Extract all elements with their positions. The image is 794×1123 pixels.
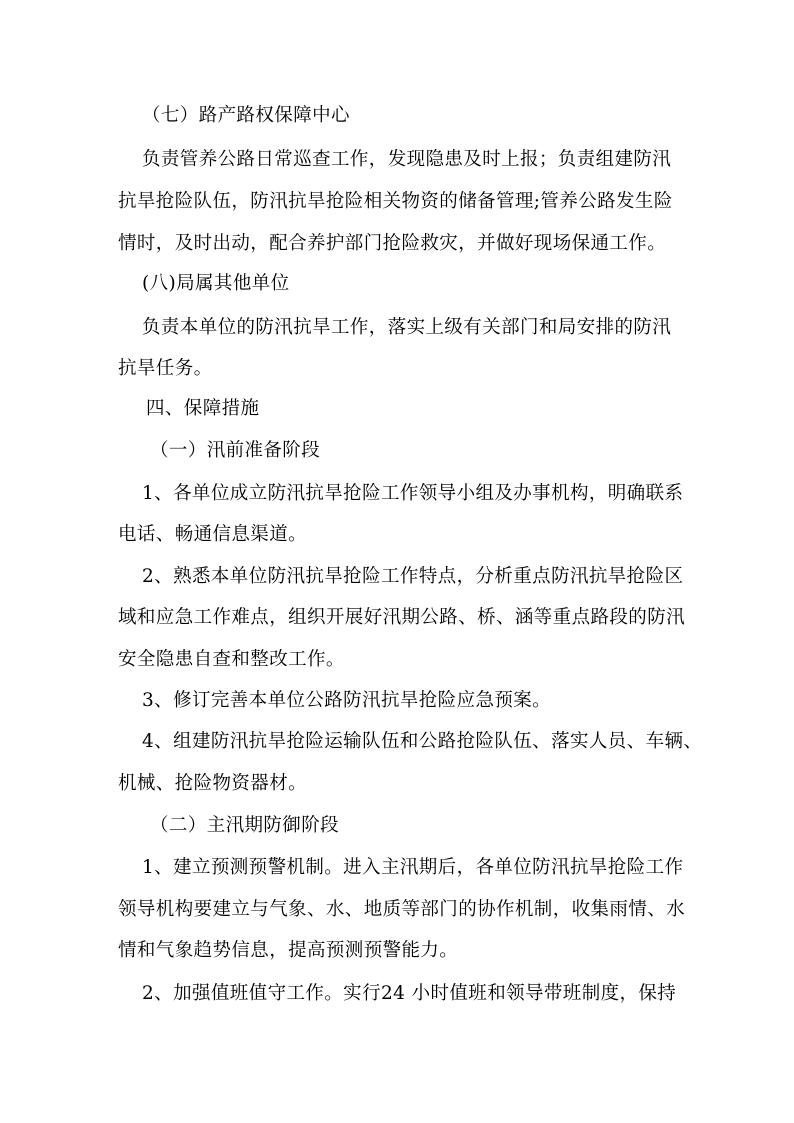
list-item-line: 安全隐患自查和整改工作。: [118, 649, 345, 670]
paragraph-line: 抗旱任务。: [118, 358, 213, 379]
list-item-line: 领导机构要建立与气象、水、地质等部门的协作机制，收集雨情、水: [118, 899, 686, 920]
list-item-line: 4、组建防汛抗旱抢险运输队伍和公路抢险队伍、落实人员、车辆、: [142, 731, 703, 752]
paragraph-line: 负责本单位的防汛抗旱工作，落实上级有关部门和局安排的防汛: [142, 317, 672, 338]
list-item-line: 3、修订完善本单位公路防汛抗旱抢险应急预案。: [142, 690, 552, 711]
list-item-line: 情和气象趋势信息，提高预测预警能力。: [118, 940, 459, 961]
paragraph-line: 情时，及时出动，配合养护部门抢险救灾，并做好现场保通工作。: [118, 233, 667, 254]
subsection-heading: （一）汛前准备阶段: [150, 440, 321, 461]
paragraph-line: 负责管养公路日常巡查工作，发现隐患及时上报；负责组建防汛: [142, 149, 672, 170]
list-item-line: 域和应急工作难点，组织开展好汛期公路、桥、涵等重点路段的防汛: [118, 607, 686, 628]
list-item-line: 机械、抢险物资器材。: [118, 773, 308, 794]
section-heading: （七）路产路权保障中心: [142, 105, 350, 126]
list-item-line: 2、加强值班值守工作。实行24 小时值班和领导带班制度，保持: [142, 983, 677, 1004]
list-item-line: 1、建立预测预警机制。进入主汛期后，各单位防汛抗旱抢险工作: [142, 857, 684, 878]
part-heading: 四、保障措施: [146, 398, 260, 419]
subsection-heading: （二）主汛期防御阶段: [150, 815, 340, 836]
list-item-line: 1、各单位成立防汛抗旱抢险工作领导小组及办事机构，明确联系: [142, 483, 684, 504]
paragraph-line: 抗旱抢险队伍，防汛抗旱抢险相关物资的储备管理;管养公路发生险: [118, 191, 673, 212]
section-heading: (八)局属其他单位: [142, 273, 290, 294]
list-item-line: 电话、畅通信息渠道。: [118, 524, 308, 545]
list-item-line: 2、熟悉本单位防汛抗旱抢险工作特点，分析重点防汛抗旱抢险区: [142, 566, 684, 587]
